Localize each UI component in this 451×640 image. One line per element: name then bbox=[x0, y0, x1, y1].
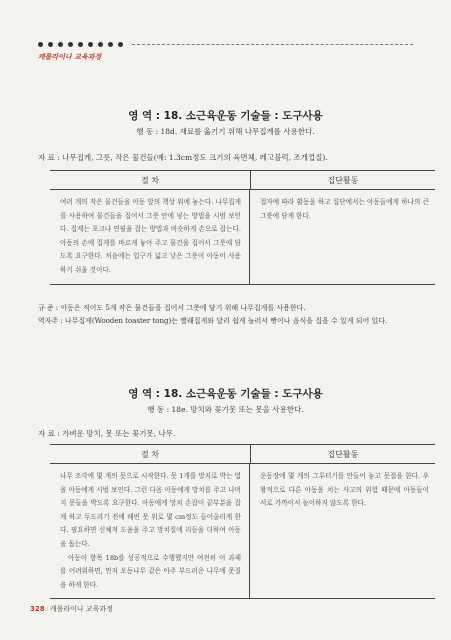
bullet-dot bbox=[48, 42, 53, 47]
bullet-dot bbox=[68, 42, 73, 47]
table-body bbox=[50, 464, 435, 598]
bullet-dot bbox=[118, 42, 123, 47]
notes-block bbox=[38, 302, 411, 327]
bullet-dot bbox=[78, 42, 83, 47]
materials-line: 자 료 : 가벼운 망치, 못 또는 꽂기못, 나무. bbox=[38, 429, 176, 438]
note-line bbox=[38, 302, 411, 315]
section-title: 영 역 : 18. 소근육운동 기술들 : 도구사용 bbox=[128, 388, 323, 400]
procedure-paragraph: 나무 조각에 몇 개의 못으로 시작한다. 못 1개를 망치로 박는 법을 아동에게 시범 보인다. 그런 다음 아동에게 망치를 주고 나머지 못들을 박도록 요구한다. 아동에게 망치 손잡이 끝부분을 잡게 하고 두드리기 전에 해빈 못 위로 몇 cm정도 들어올리게 한다. 필요하면 신체적 도움을 주고 망치질에 리듬을 더하여 아동을 돕는다. bbox=[60, 472, 241, 548]
procedure-paragraph: 여러 개의 작은 물건들을 아동 앞의 책상 위에 놓는다. 나무집게를 사용하여 물건들을 집어서 그릇 안에 넣는 방법을 시범 보인다. 집게는 포크나 연필을 잡는 방법과 비슷하게 손으로 잡는다. 아동의 손에 집게를 바르게 놓아 주고 물건을 집어서 그릇에 담도록 요구한다. 처음에는 입구가 넓고 낮은 그릇이 아동이 사용하기 쉬울 것이다. bbox=[60, 198, 241, 274]
group-activity-cell bbox=[250, 464, 435, 598]
materials-line: 자 료 : 나무집게, 그릇, 작은 물건들(예: 1.3cm정도 크기의 육면체, 레고블럭, 조개껍질). bbox=[38, 153, 328, 162]
group-activity-text: 접자에 따라 활동을 하고 집단에서는 아동들에게 하나의 큰 그릇에 담게 한다. bbox=[260, 198, 429, 220]
footer-label: 캐롤라이나 교육과정 bbox=[49, 605, 113, 613]
group-activity-header: 집단활동 bbox=[327, 175, 359, 185]
note-text: : 아동은 적어도 5개 작은 물건들을 집어서 그릇에 담기 위해 나무집게를 사용한다. bbox=[55, 304, 306, 312]
bullet-dot bbox=[38, 42, 43, 47]
activity-table bbox=[50, 170, 435, 285]
group-activity-cell bbox=[250, 190, 435, 284]
note-term: 역자주 bbox=[38, 316, 59, 325]
header-dots bbox=[38, 42, 123, 47]
note-line bbox=[38, 315, 411, 328]
group-activity-text: 운동장에 몇 개의 그루터기를 만들어 놓고 못질을 한다. 우왕적으로 다른 아동을 치는 사고의 위험 때문에 아동들이 서로 가까이서 놀이하지 않도록 한다. bbox=[260, 472, 429, 508]
table-header bbox=[50, 445, 435, 464]
note-term: 규 준 bbox=[38, 304, 54, 312]
procedure-cell bbox=[50, 464, 250, 598]
procedure-header: 절 차 bbox=[50, 445, 251, 463]
bullet-dot bbox=[108, 42, 113, 47]
procedure-header: 절 차 bbox=[50, 171, 251, 189]
table-body bbox=[50, 190, 435, 284]
bullet-dot bbox=[88, 42, 93, 47]
procedure-paragraph: 아동이 항목 18b를 성공적으로 수행했지만 여전히 이 과제를 어려워하면, 먼저 오동나무 같은 아주 부드러운 나무에 못질을 하게 한다. bbox=[60, 553, 241, 589]
behavior-line: 행 동 : 18d. 재료를 옮기기 위해 나무집게를 사용한다. bbox=[136, 127, 315, 136]
page-number: 328 bbox=[30, 605, 45, 613]
bullet-dot bbox=[98, 42, 103, 47]
group-activity-header: 집단활동 bbox=[327, 449, 359, 459]
page-footer bbox=[30, 604, 113, 614]
running-header: 캐롤라이나 교육과정 bbox=[38, 53, 102, 61]
bullet-dot bbox=[58, 42, 63, 47]
header-rule bbox=[132, 44, 413, 45]
behavior-line: 행 동 : 18e. 망치와 꽂기못 또는 못을 사용한다. bbox=[147, 405, 304, 414]
activity-table bbox=[50, 444, 435, 599]
note-text: : 나무집게(Wooden toaster tong)는 빨래집게와 달리 쉽게 눌러서 빵이나 음식을 집을 수 있게 되어 있다. bbox=[60, 316, 388, 325]
table-header bbox=[50, 171, 435, 190]
procedure-cell bbox=[50, 190, 250, 284]
section-title: 영 역 : 18. 소근육운동 기술들 : 도구사용 bbox=[128, 110, 323, 122]
